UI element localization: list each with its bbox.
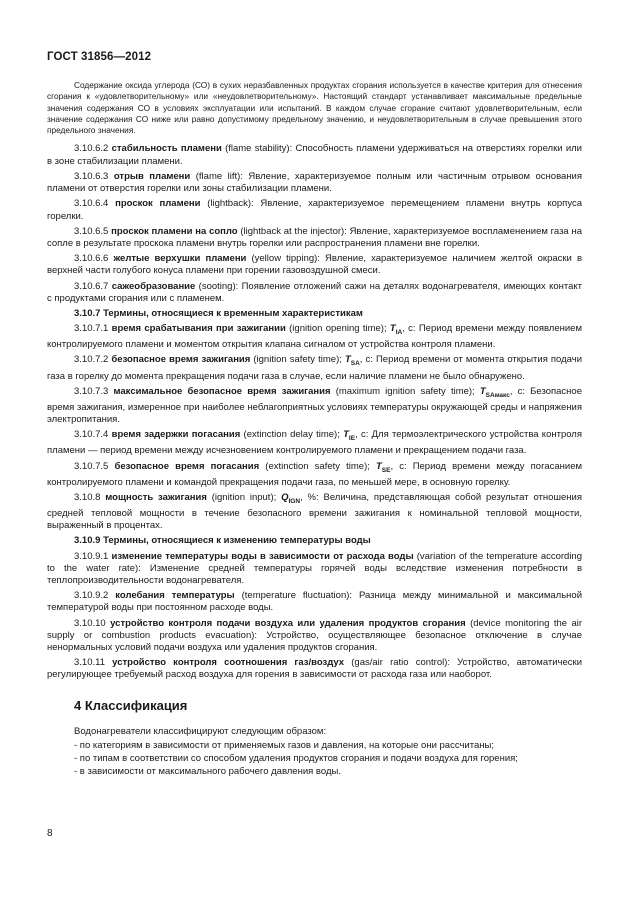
heading-3-10-7: 3.10.7 Термины, относящиеся к временным характеристикам [74, 307, 363, 319]
item-3-10-7-2: 3.10.7.2 безопасное время зажигания (ignition safety time); $T_{SA}$, с: Период времени от момента открытия подачи газа в горелку до момента прекращения подачи газа в случае, если наличие пламени не было обнаружено. [47, 354, 583, 382]
page-number: 8 [47, 828, 53, 839]
document-body [47, 80, 582, 780]
item-3-10-10: 3.10.10 устройство контроля подачи воздуха или удаления продуктов сгорания (device monitoring the air supply or combustion products evacuation): Устройство, осуществляющее безопасное отключение в случае ненормальных условий подачи воздуха или удаления продуктов сгорания. [47, 617, 583, 653]
item-3-10-7-3: 3.10.7.3 максимальное безопасное время зажигания (maximum ignition safety time); $T_{SAмакс}$, с: Безопасное время зажигания, измеренное при наиболее неблагоприятных условиях температуры окружающей среды и напряжения электропитания. [47, 385, 582, 426]
item-3-10-11: 3.10.11 устройство контроля соотношения газ/воздух (gas/air ratio control): Устройство, автоматически регулирующее требуемый расход воздуха для горения в зависимости от расхода газа или наоборот. [47, 657, 583, 681]
item-3-10-9-2: 3.10.9.2 колебания температуры (temperature fluctuation): Разница между минимальной и максимальной температурой воды при постоянном расходе воды. [47, 590, 583, 614]
document-header: ГОСТ 31856—2012 [47, 51, 152, 63]
item-3-10-6-5: 3.10.6.5 проскок пламени на сопло (lightback at the injector): Явление, характеризуемое воспламенением газа на сопле в результате проскока пламени внутрь горелки или распространения пламени вне горелки. [47, 225, 582, 249]
item-3-10-7-4: 3.10.7.4 время задержки погасания (extinction delay time); $T_{IE}$, с: Для термоэлектрического устройства контроля пламени — период времени между исчезновением контролируемого пламени и прекращением подачи газа. [47, 429, 582, 457]
note-paragraph: Содержание оксида углерода (СО) в сухих неразбавленных продуктах сгорания используется в качестве критерия для отнесения сгорания к «удовлетворительному» или «неудовлетворительному». Настоящий стандарт устанавливает максимальные предельные значения содержания СО в условиях эксплуатации или испытаний. В каждом случае сгорание считают удовлетворительным, если значение содержания СО ниже или равно допустимому предельному значению, и неудовлетворительным в случае превышения этого предельного значения. [47, 80, 582, 136]
heading-3-10-9: 3.10.9 Термины, относящиеся к изменению температуры воды [74, 535, 371, 547]
item-3-10-9-1: 3.10.9.1 изменение температуры воды в зависимости от расхода воды (variation of the temperature according to the water rate): Изменение средней температуры горячей воды вследствие изменения потребности в теплопроизводительности водонагревателя. [47, 550, 583, 586]
item-3-10-6-4: 3.10.6.4 проскок пламени (lightback): Явление, характеризуемое перемещением пламени внутрь корпуса горелки. [47, 198, 583, 222]
item-3-10-6-7: 3.10.6.7 сажеобразование (sooting): Появление отложений сажи на деталях водонагревателя, имеющих контакт с продуктами сгорания или с пламенем. [47, 280, 583, 304]
list-item: - по типам в соответствии со способом удаления продуктов сгорания и подачи воздуха для горения; [74, 753, 518, 765]
item-3-10-7-5: 3.10.7.5 безопасное время погасания (extinction safety time); $T_{SE}$, с: Период времени между погасанием контролируемого пламени и командой прекращения подачи газа, по меньшей мере, в основную горелку. [47, 460, 583, 488]
classification-intro: Водонагреватели классифицируют следующим образом: [74, 725, 327, 737]
list-item: - в зависимости от максимального рабочего давления воды. [74, 766, 341, 778]
item-3-10-7-1: 3.10.7.1 время срабатывания при зажигании (ignition opening time); $T_{IA}$, с: Период времени между появлением контролируемого пламени и моментом открытия клапана сигналом от устройства контроля пламени. [47, 323, 582, 351]
section-heading: 4 Классификация [74, 697, 188, 713]
item-3-10-8: 3.10.8 мощность зажигания (ignition input); $Q_{IGN}$, %: Величина, представляющая собой результат отношения средней тепловой мощности в течение безопасного времени зажигания к номинальной тепловой мощности, выраженный в процентах. [47, 491, 582, 532]
item-3-10-6-3: 3.10.6.3 отрыв пламени (flame lift): Явление, характеризуемое полным или частичным отрывом основания пламени от отверстия горелки или зоны стабилизации пламени. [47, 170, 583, 195]
list-item: - по категориям в зависимости от применяемых газов и давления, на которые они рассчитаны; [74, 739, 494, 751]
item-3-10-6-2: 3.10.6.2 стабильность пламени (flame stability): Способность пламени удерживаться на отверстиях горелки или в зоне стабилизации пламени. [47, 143, 582, 167]
item-3-10-6-6: 3.10.6.6 желтые верхушки пламени (yellow tipping): Явление, характеризуемое наличием желтой окраски в верхней части голубого конуса пламени при горении газовоздушной смеси. [47, 253, 582, 277]
